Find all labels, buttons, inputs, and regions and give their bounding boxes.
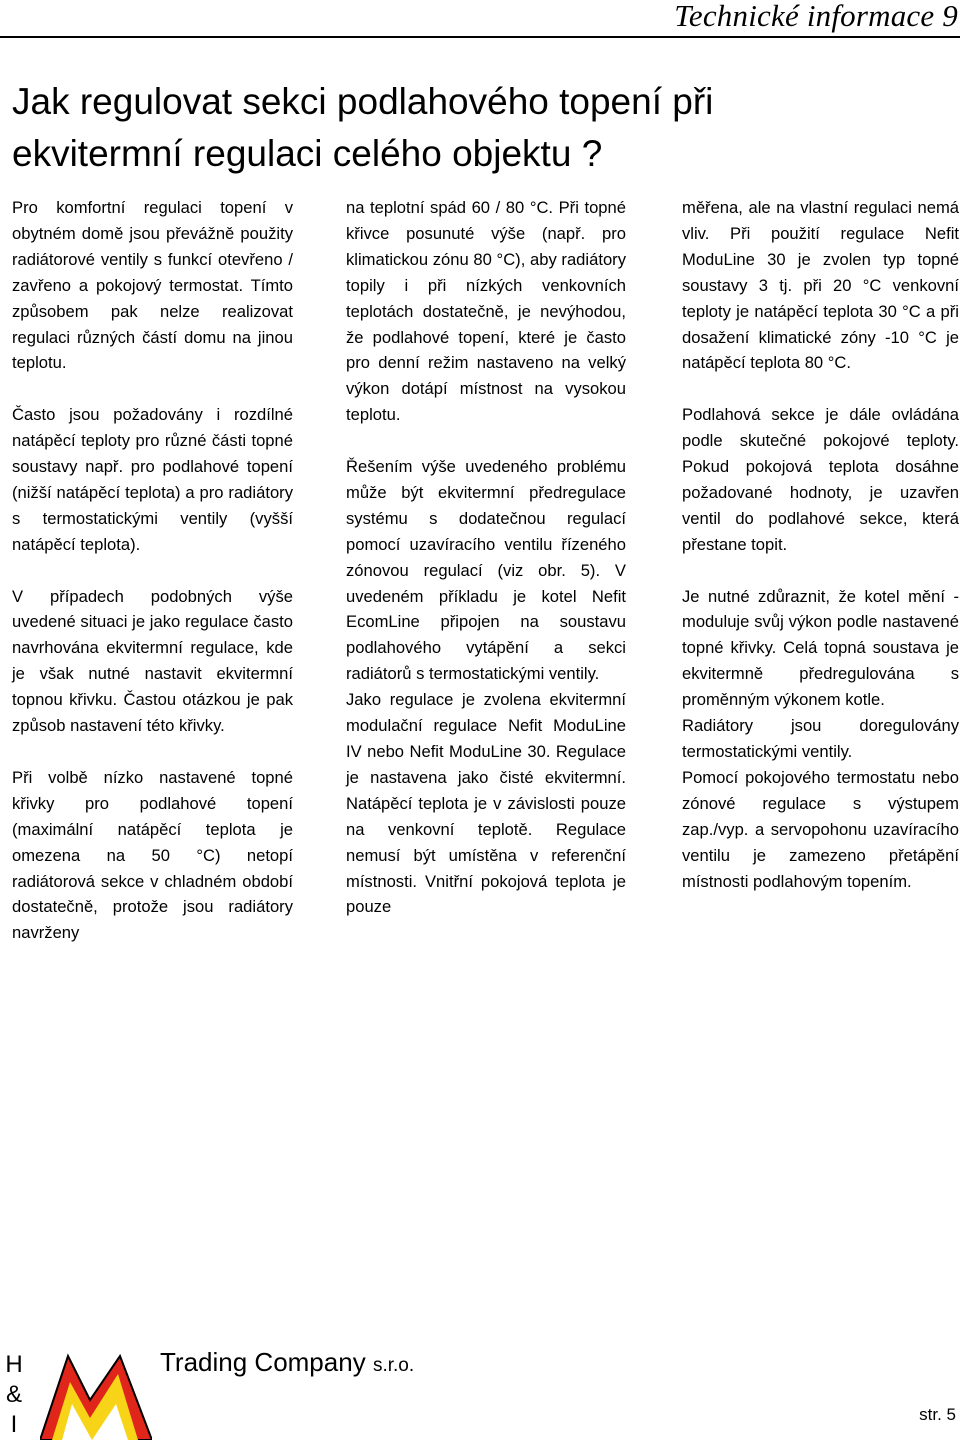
title-line-1: Jak regulovat sekci podlahového topení při — [12, 81, 714, 122]
company-name-text: Trading Company — [160, 1347, 366, 1377]
page-number: str. 5 — [919, 1405, 956, 1424]
paragraph: Pro komfortní regulaci topení v obytném domě jsou převážně použity radiátorové ventily s funkcí otevřeno / zavřeno a pokojový termostat. Tímto způsobem pak nelze realizovat regulaci různých částí domu na jinou teplotu. — [12, 198, 293, 373]
paragraph: Řešením výše uvedeného problému může být ekvitermní předregulace systému s dodatečnou regulací pomocí uzavíracího ventilu řízeného zónovou regulací (viz obr. 5). V uvedeném příkladu je kotel Nefit EcomLine připojen na soustavu podlahového vytápění a sekci radiátorů s termostatickými ventily. — [346, 457, 626, 684]
logo-letters — [2, 1350, 26, 1440]
logo-letter: & — [5, 1381, 22, 1408]
paragraph: Radiátory jsou doregulovány termostatickými ventily. — [682, 716, 959, 761]
logo-letter: H — [5, 1351, 23, 1378]
column-3 — [682, 195, 959, 920]
company-name — [160, 1347, 414, 1378]
paragraph: V případech podobných výše uvedené situaci je jako regulace často navrhována ekvitermní regulace, kde je však nutné nastavit ekvitermní topnou křivku. Častou otázkou je pak způsob nastavení této křivky. — [12, 586, 293, 736]
paragraph: na teplotní spád 60 / 80 °C. Při topné křivce posunuté výše (např. pro klimatickou zónu 80 °C), aby radiátory topily i při nízkých venkovních teplotách dostatečně, je nevýhodou, že podlahové topení, které je často pro denní režim nastaveno na velký výkon dotápí místnost na vysokou teplotu. — [346, 198, 626, 425]
running-header: Technické informace 9 — [674, 0, 958, 33]
column-1 — [12, 195, 293, 972]
header-rule — [0, 36, 960, 38]
paragraph: Jako regulace je zvolena ekvitermní modulační regulace Nefit ModuLine IV nebo Nefit ModuLine 30. Regulace je nastavena jako čisté ekvitermní. Natápěcí teplota je v závislosti pouze na venkovní teplotě. Regulace nemusí být umístěna v referenční místnosti. Vnitřní pokojová teplota je pouze — [346, 690, 626, 917]
paragraph: Je nutné zdůraznit, že kotel mění - moduluje svůj výkon podle nastavené topné křivky. Celá topná soustava je ekvitermně předregulována s proměnným výkonem kotle. — [682, 586, 959, 710]
column-2 — [346, 195, 626, 946]
company-suffix: s.r.o. — [372, 1355, 415, 1376]
company-logo-icon — [40, 1352, 152, 1440]
paragraph: Často jsou požadovány i rozdílné natápěcí teploty pro různé části topné soustavy např. pro podlahové topení (nižší natápěcí teplota) a pro radiátory s termostatickými ventily (vyšší natápěcí teplota). — [12, 405, 293, 554]
title-line-2: ekvitermní regulaci celého objektu ? — [12, 133, 603, 174]
paragraph: Pomocí pokojového termostatu nebo zónové regulace s výstupem zap./vyp. a servopohonu uzavíracího ventilu je zamezeno přetápění místnosti podlahovým topením. — [682, 767, 959, 891]
logo-letter: I — [10, 1411, 18, 1438]
paragraph: Při volbě nízko nastavené topné křivky pro podlahové topení (maximální natápěcí teplota je omezena na 50 °C) netopí radiátorová sekce v chladném období dostatečně, protože jsou radiátory navrženy — [12, 767, 293, 943]
paragraph: měřena, ale na vlastní regulaci nemá vliv. Při použití regulace Nefit ModuLine 30 je zvolen typ topné soustavy 3 tj. při 20 °C venkovní teploty je natápěcí teplota 30 °C a při dosažení klimatické zóny -10 °C je natápěcí teplota 80 °C. — [682, 198, 959, 373]
article-title — [12, 76, 912, 180]
paragraph: Podlahová sekce je dále ovládána podle skutečné pokojové teploty. Pokud pokojová teplota dosáhne požadované hodnoty, je uzavřen ventil do podlahové sekce, která přestane topit. — [682, 405, 959, 554]
